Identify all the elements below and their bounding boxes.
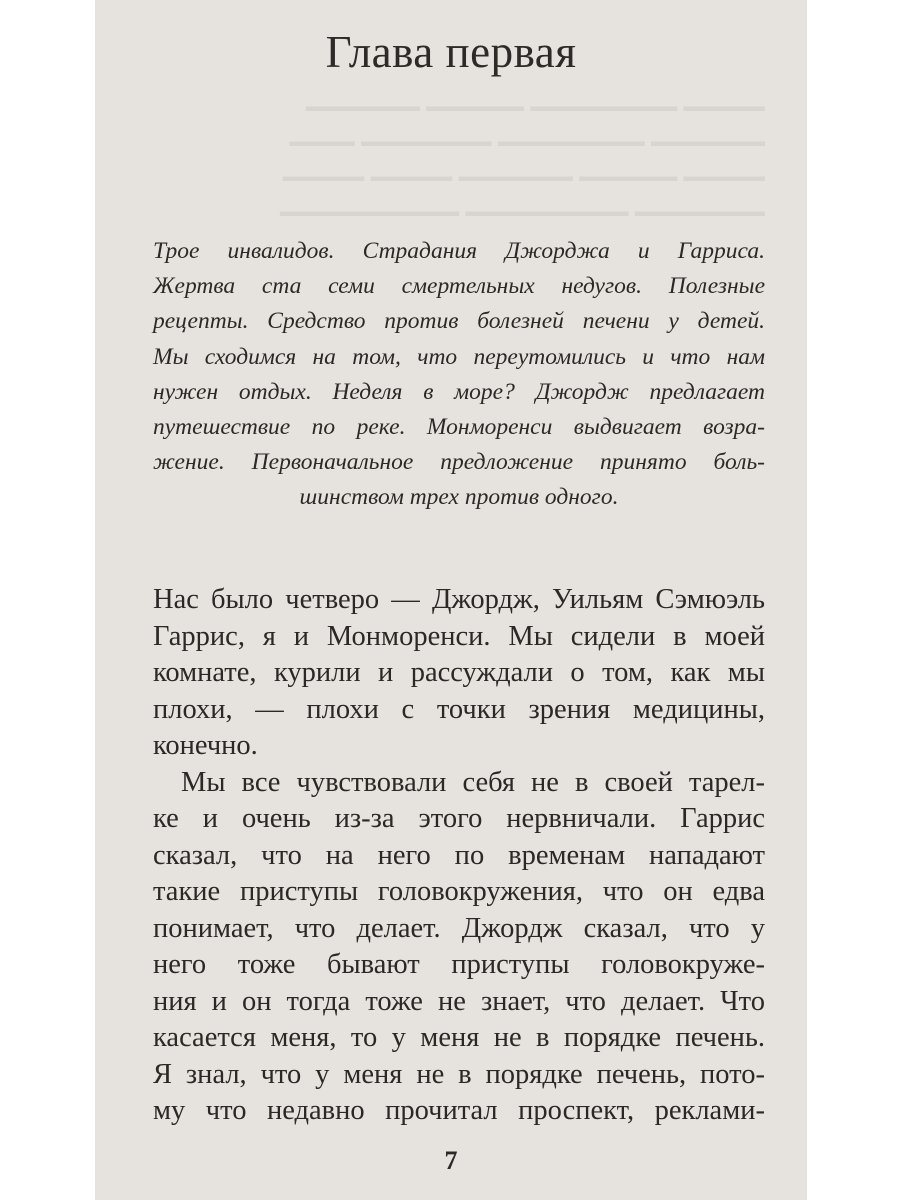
body-line: комнате, курили и рассуждали о том, как мы: [153, 657, 765, 688]
summary-line: Жертва ста семи смертельных недугов. Полезные: [153, 273, 765, 300]
summary-line: путешествие по реке. Монморенси выдвигает возра-: [153, 413, 765, 440]
body-line: сказал, что на него по временам нападают: [153, 839, 765, 871]
body-line: Гаррис, я и Монморенси. Мы сидели в моей: [153, 620, 765, 652]
summary-line: нужен отдых. Неделя в море? Джордж предлагает: [153, 378, 765, 405]
body-line: Нас было четверо — Джордж, Уильям Сэмюэль: [153, 584, 765, 615]
body-line: Мы все чувствовали себя не в своей тарел-: [181, 766, 765, 798]
page-number: 7: [444, 1146, 458, 1175]
chapter-summary: [153, 234, 765, 516]
body-line: ния и он тогда тоже не знает, что делает. Что: [153, 985, 765, 1017]
body-line: касается меня, то у меня не в порядке печень.: [153, 1022, 765, 1053]
show-through-top: ​━━━━━ ━━━━━━━━━ ━━━━━━ ━━━━━━━ ​━━━━━━━ ━━━━━━━━━ ━━━━━━━━ ━━━━ ​━━━━━ ━━━━━━ ━━━━━━━ ━━━━━ ━━━━━ ​━━━━━━━━ ━━━━━━━━━━ ━━━━━━━━━━━: [280, 94, 765, 229]
body-text: [153, 582, 765, 1130]
body-line: му что недавно прочитал проспект, реклами-: [153, 1095, 765, 1126]
body-line: конечно.: [153, 730, 258, 761]
body-line: понимает, что делает. Джордж сказал, что у: [153, 912, 765, 944]
body-line: Я знал, что у меня не в порядке печень, пото-: [153, 1058, 765, 1090]
summary-line: рецепты. Средство против болезней печени у детей.: [153, 308, 765, 335]
summary-line: жение. Первоначальное предложение принято боль-: [153, 449, 765, 476]
book-page: [95, 0, 807, 1200]
body-line: плохи, — плохи с точки зрения медицины,: [153, 693, 765, 725]
summary-line: Мы сходимся на том, что переутомились и что нам: [153, 343, 765, 370]
summary-line: Трое инвалидов. Страдания Джорджа и Гарриса.: [153, 238, 765, 264]
body-line: ке и очень из-за этого нервничали. Гаррис: [153, 803, 765, 834]
summary-line: шинством трех против одного.: [299, 484, 619, 511]
chapter-title: Глава первая: [325, 27, 577, 77]
body-line: него тоже бывают приступы головокруже-: [153, 949, 765, 980]
body-line: такие приступы головокружения, что он едва: [153, 876, 765, 907]
